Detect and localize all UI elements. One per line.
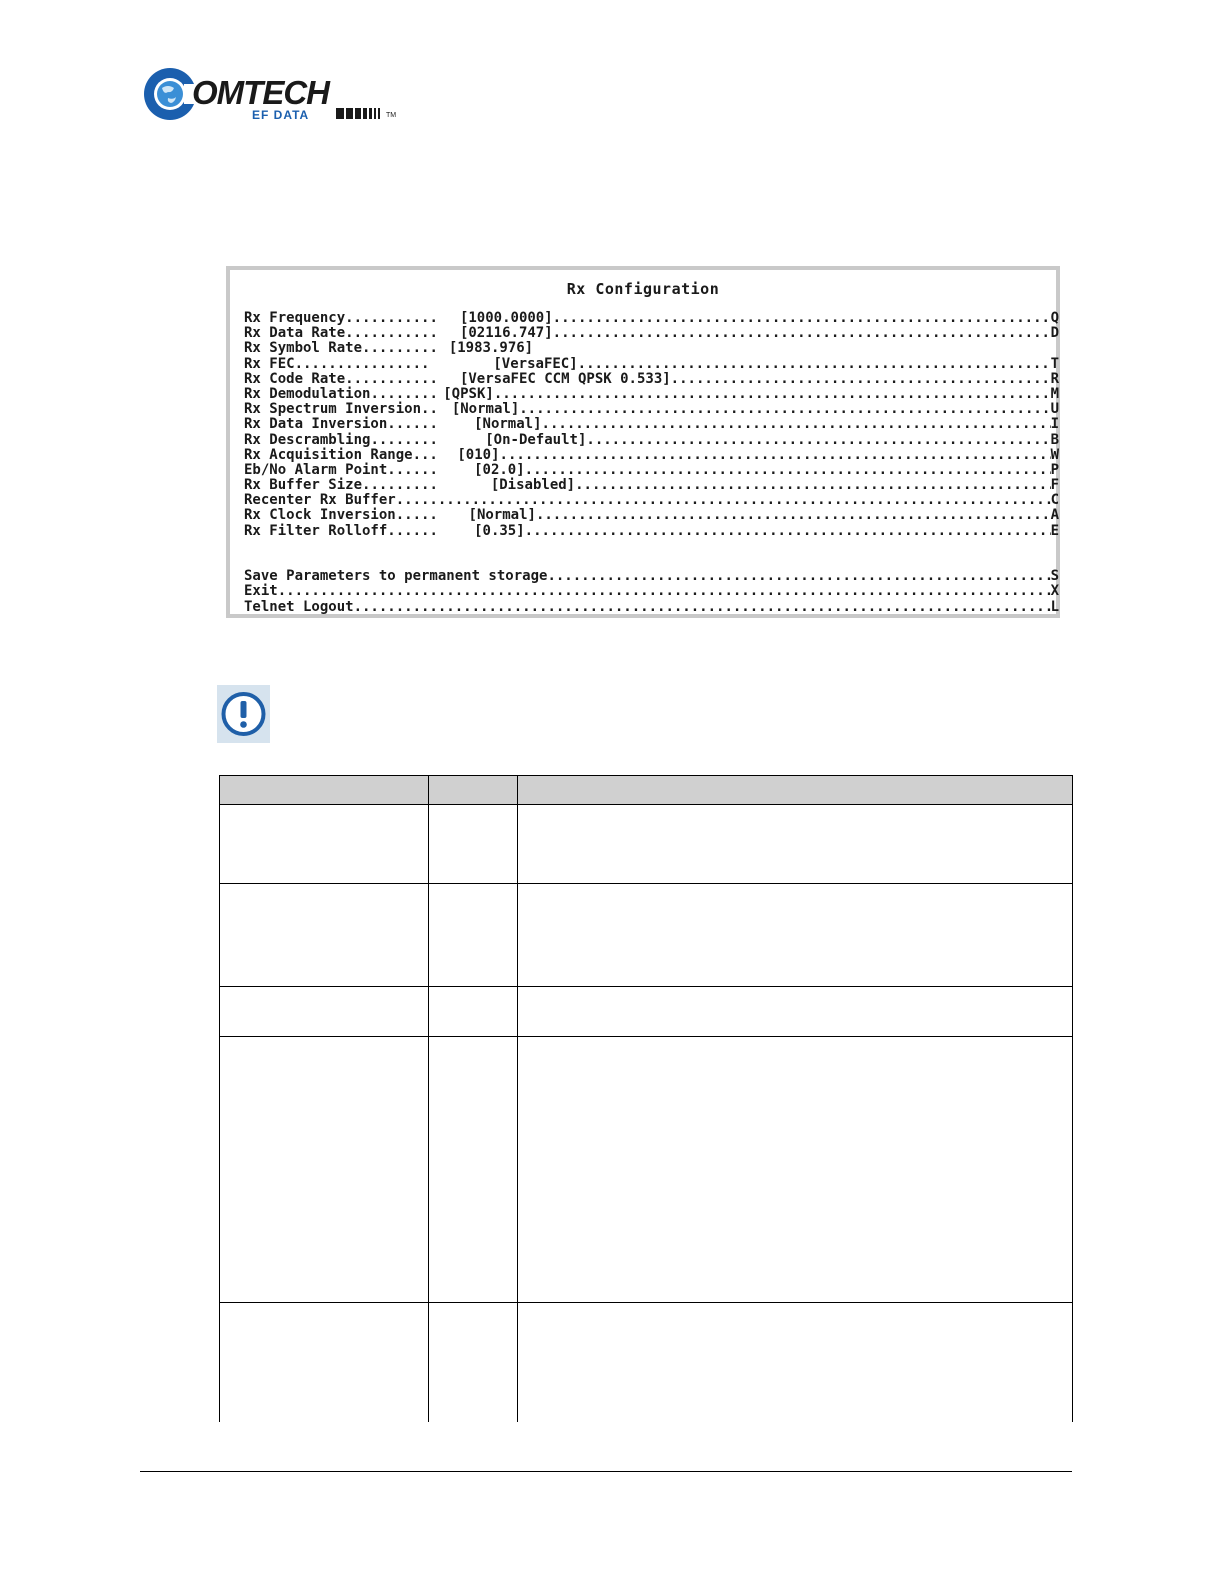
- menu-item-rx-acquisition-range[interactable]: Rx Acquisition Range... [010] ..... W: [244, 448, 1059, 463]
- table-cell: [220, 987, 429, 1037]
- table-header-row: [220, 776, 1073, 805]
- table-row: [220, 884, 1073, 987]
- menu-item-telnet-logout[interactable]: Telnet Logout ..... L: [244, 600, 1059, 615]
- logo-bars-icon: [336, 108, 384, 120]
- table-cell: [429, 805, 518, 884]
- table-header-cell: [518, 776, 1073, 805]
- description-table: [219, 775, 1073, 1422]
- table-row: [220, 987, 1073, 1037]
- menu-item-exit[interactable]: Exit ..... X: [244, 584, 1059, 599]
- terminal-title: Rx Configuration: [566, 280, 720, 298]
- table-cell: [220, 805, 429, 884]
- company-logo: [140, 64, 400, 128]
- menu-item-rx-code-rate[interactable]: Rx Code Rate........... [VersaFEC CCM QPSK 0.533] ..... R: [244, 372, 1059, 387]
- table-row: [220, 805, 1073, 884]
- table-header-cell: [220, 776, 429, 805]
- menu-item-rx-descrambling[interactable]: Rx Descrambling........ [On-Default] ..... B: [244, 433, 1059, 448]
- table-cell: [518, 1037, 1073, 1303]
- table-cell: [429, 884, 518, 987]
- logo-wordmark: OMTECH: [192, 74, 329, 111]
- menu-item-rx-data-rate[interactable]: Rx Data Rate........... [02116.747] ..... D: [244, 326, 1059, 341]
- menu-item-rx-filter-rolloff[interactable]: Rx Filter Rolloff...... [0.35] ..... E: [244, 524, 1059, 539]
- menu-item-rx-clock-inversion[interactable]: Rx Clock Inversion..... [Normal] ..... A: [244, 508, 1059, 523]
- table-cell: [429, 1037, 518, 1303]
- table-header-cell: [429, 776, 518, 805]
- table-cell: [429, 987, 518, 1037]
- table-cell: [220, 1303, 429, 1422]
- terminal-menu: [244, 311, 1059, 615]
- menu-item-ebno-alarm-point[interactable]: Eb/No Alarm Point...... [02.0] ..... P: [244, 463, 1059, 478]
- menu-item-rx-fec[interactable]: Rx FEC................ [VersaFEC] ..... T: [244, 357, 1059, 372]
- menu-item-recenter-rx-buffer[interactable]: Recenter Rx Buffer ..... C: [244, 493, 1059, 508]
- menu-spacer: [244, 539, 1059, 569]
- table-cell: [518, 884, 1073, 987]
- menu-item-rx-buffer-size[interactable]: Rx Buffer Size......... [Disabled] ..... F: [244, 478, 1059, 493]
- table-cell: [518, 805, 1073, 884]
- table-row: [220, 1303, 1073, 1422]
- table-row: [220, 1037, 1073, 1303]
- menu-item-rx-data-inversion[interactable]: Rx Data Inversion...... [Normal] ..... I: [244, 417, 1059, 432]
- rx-configuration-terminal: [226, 266, 1060, 618]
- table-cell: [518, 987, 1073, 1037]
- table-cell: [220, 884, 429, 987]
- logo-subtitle: EF DATA: [252, 108, 310, 122]
- menu-item-rx-symbol-rate: Rx Symbol Rate......... [1983.976]: [244, 340, 534, 357]
- globe-logo-icon: [140, 66, 200, 126]
- menu-item-save-parameters[interactable]: Save Parameters to permanent storage ..... S: [244, 569, 1059, 584]
- exclamation-circle-icon: [217, 685, 270, 743]
- table-cell: [518, 1303, 1073, 1422]
- logo-trademark: TM: [386, 112, 397, 119]
- footer-divider: [140, 1471, 1072, 1472]
- menu-item-rx-spectrum-inversion[interactable]: Rx Spectrum Inversion.. [Normal] ..... U: [244, 402, 1059, 417]
- menu-item-rx-frequency[interactable]: Rx Frequency........... [1000.0000] ..... Q: [244, 311, 1059, 326]
- table-cell: [429, 1303, 518, 1422]
- table-cell: [220, 1037, 429, 1303]
- menu-item-rx-demodulation[interactable]: Rx Demodulation........ [QPSK] ..... M: [244, 387, 1059, 402]
